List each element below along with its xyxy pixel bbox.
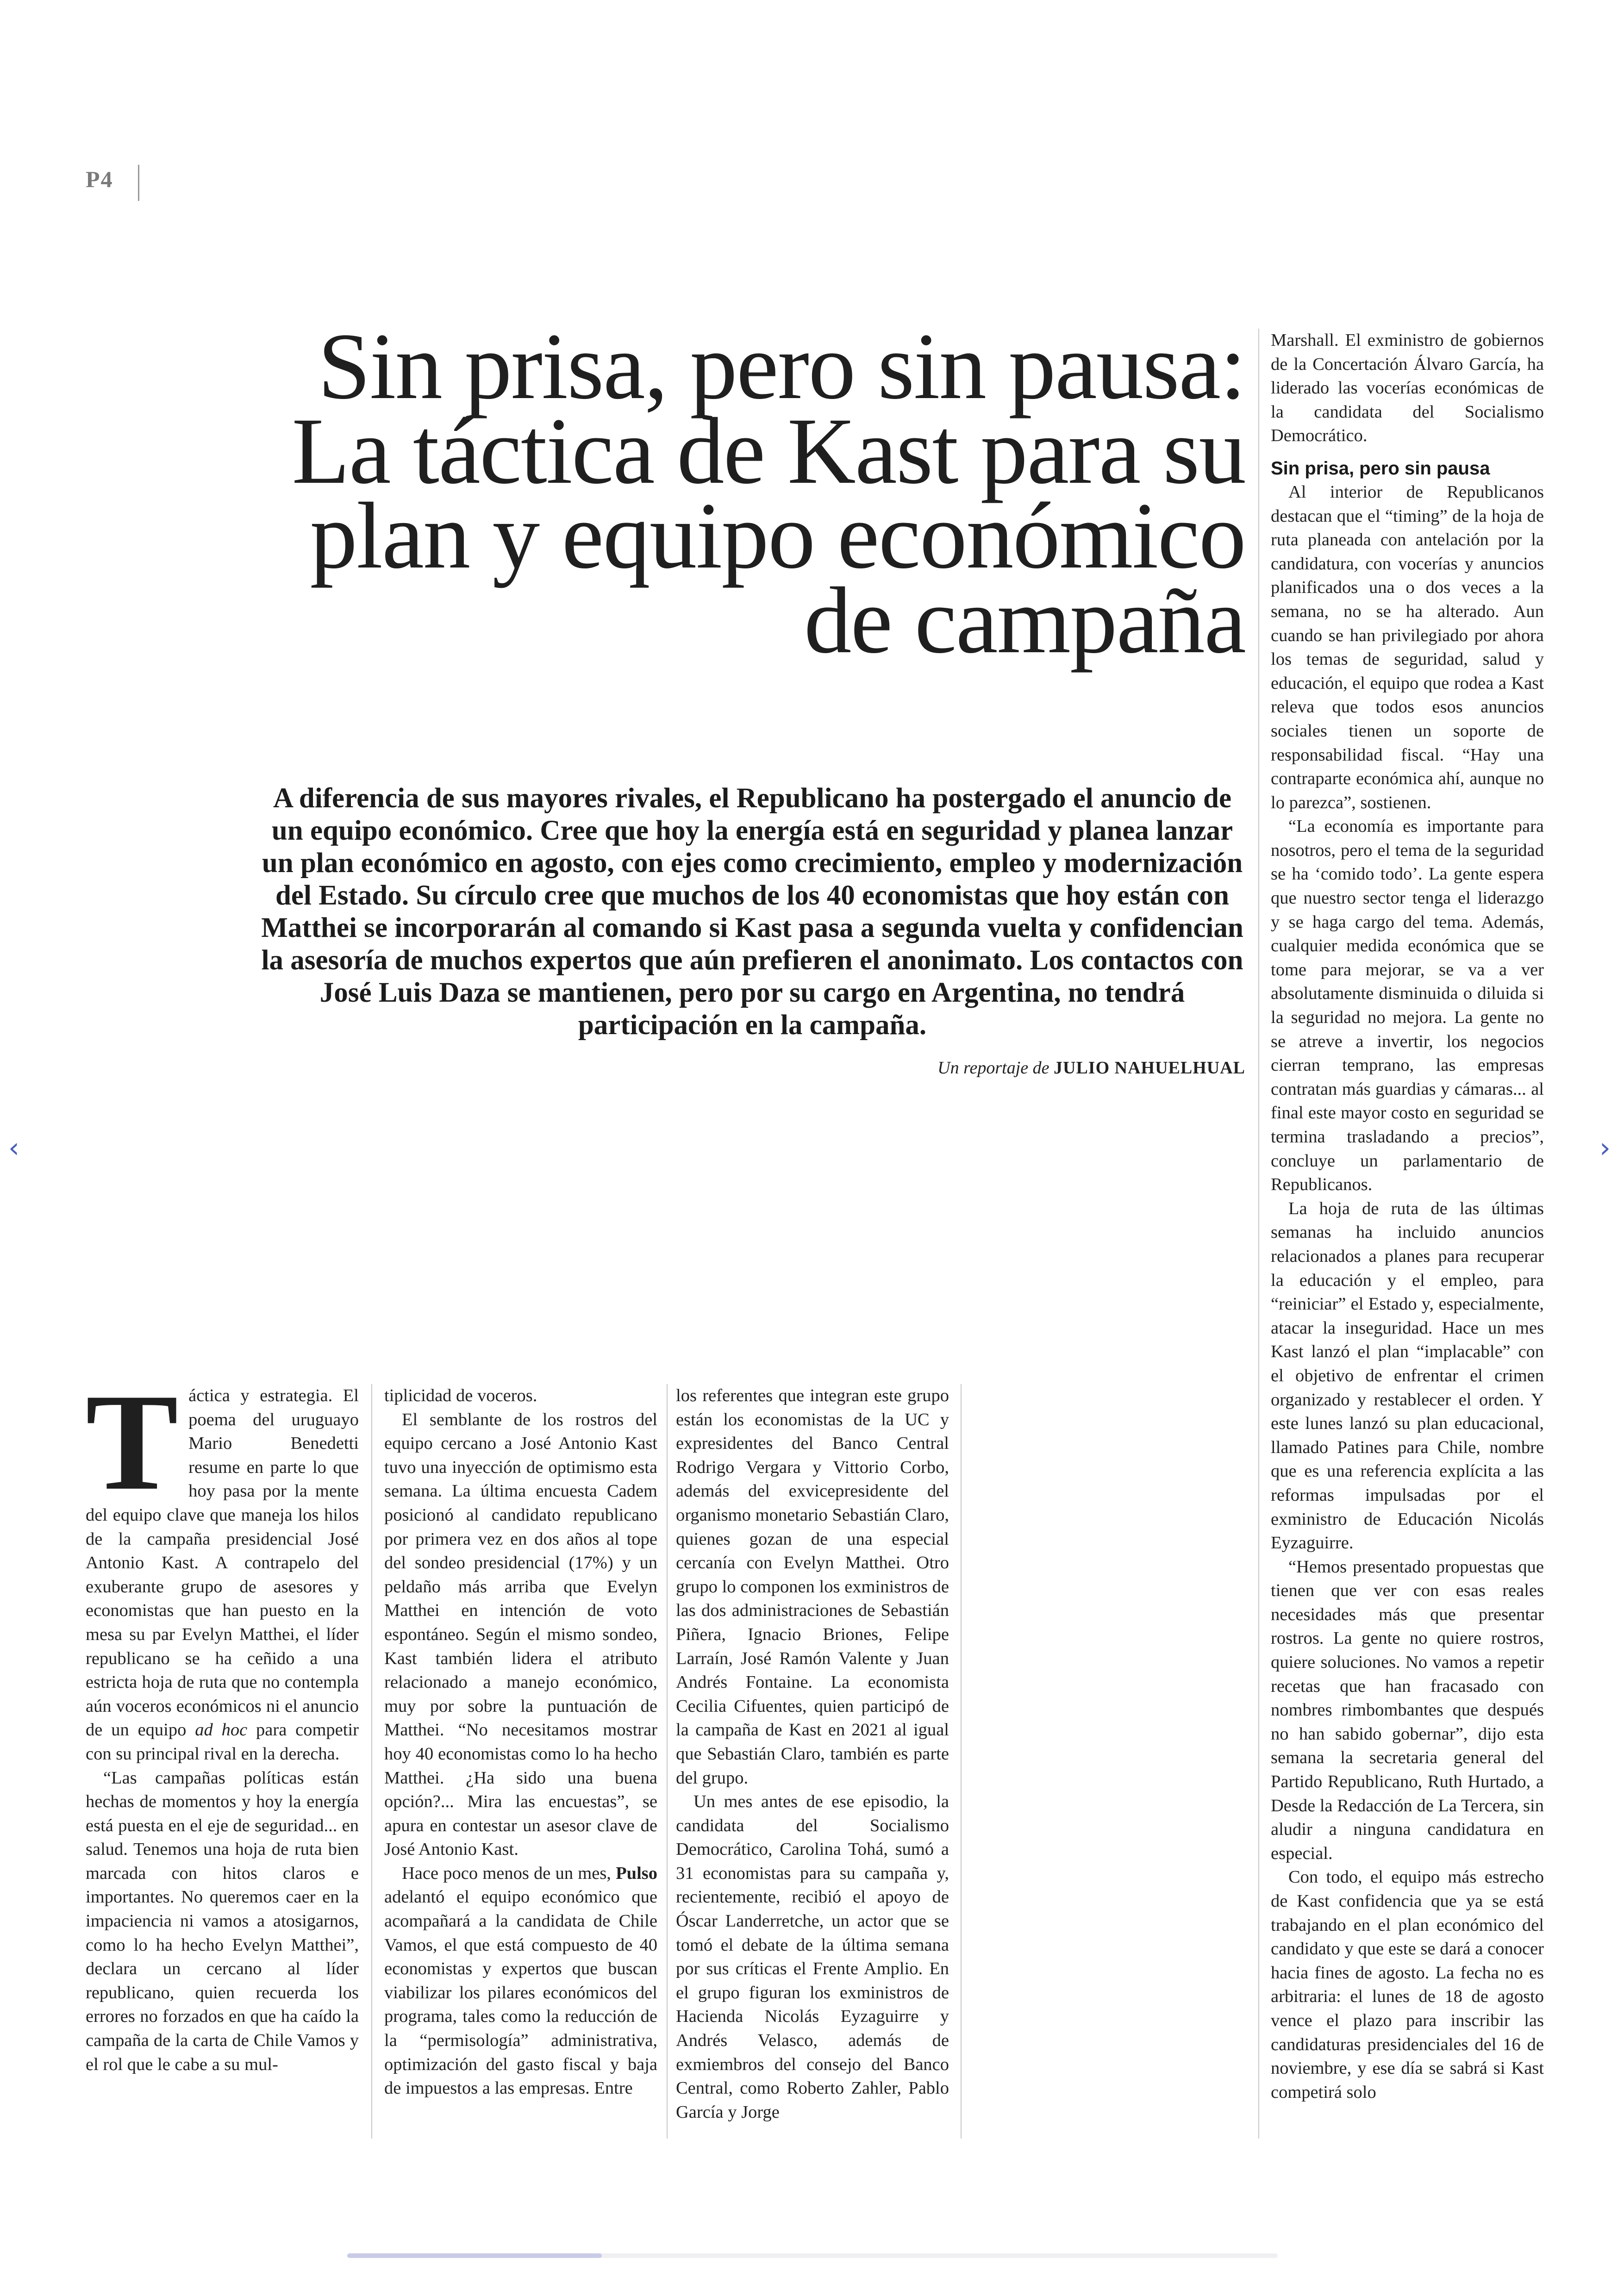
body-text: áctica y estrategia. El poema del uruguayo Mario Benedetti resume en parte lo que hoy pasa por la mente del equipo clave que maneja los hilos de la campaña presidencial José Antonio Kast. A contrapelo del exuberante grupo de asesores y economistas que han puesto en la mesa su par Evelyn Matthei, el líder republicano se ha ceñido a una estricta hoja de ruta que no contempla aún voceros económicos ni el anuncio de un equipo — [86, 1386, 359, 1740]
headline-line: La táctica de Kast para su — [292, 399, 1245, 504]
body-text-italic: ad hoc — [195, 1720, 248, 1740]
column-divider — [1258, 329, 1259, 2139]
headline-line: Sin prisa, pero sin pausa: — [318, 314, 1245, 419]
body-paragraph: los referentes que integran este grupo están los economistas de la UC y expresidentes del Banco Central Rodrigo Vergara y Vittorio Corbo, además del exvicepresidente del organismo monetario Sebastián Claro, quienes gozan de una especial cercanía con Evelyn Matthei. Otro grupo lo componen los exministros de las dos administraciones de Sebastián Piñera, Ignacio Briones, Felipe Larraín, José Ramón Valente y Juan Andrés Fontaine. La economista Cecilia Cifuentes, quien participó de la campaña de Kast en 2021 al igual que Sebastián Claro, también es parte del grupo. — [676, 1386, 949, 1788]
body-paragraph — [384, 1862, 657, 2101]
byline-author: JULIO NAHUELHUAL — [1054, 1058, 1245, 1078]
previous-page-icon[interactable]: ‹ — [8, 1132, 19, 1164]
body-paragraph: Un mes antes de ese episodio, la candidata del Socialismo Democrático, Carolina Tohá, sumó a 31 economistas para su campaña y, recientemente, recibió el apoyo de Óscar Landerretche, un actor que se tomó el debate de la última semana por sus críticas el Frente Amplio. En el grupo figuran los exministros de Hacienda Nicolás Eyzaguirre y Andrés Velasco, además de exmiembros del consejo del Banco Central, como Roberto Zahler, Pablo García y Jorge — [676, 1792, 949, 2122]
dropcap: T — [86, 1365, 179, 1519]
column-divider — [961, 1384, 962, 2139]
lead-paragraph: A diferencia de sus mayores rivales, el Republicano ha postergado el anuncio de un equipo económico. Cree que hoy la energía está en seguridad y planea lanzar un plan económico en agosto, con ejes como crecimiento, empleo y modernización del Estado. Su círculo cree que muchos de los 40 economistas que hoy están con Matthei se incorporarán al comando si Kast pasa a segunda vuelta y confidencian la asesoría de muchos expertos que aún prefieren el anonimato. Los contactos con José Luis Daza se mantienen, pero por su cargo en Argentina, no tendrá participación en la campaña. — [261, 783, 1243, 1041]
headline-line: plan y equipo económico — [310, 483, 1245, 588]
body-paragraph: Con todo, el equipo más estrecho de Kast confidencia que ya se está trabajando en el plan económico del candidato y que este se dará a conocer hacia fines de agosto. La fecha no es arbitraria: el lunes de 18 de agosto vence el plazo para inscribir las candidaturas presidenciales del 16 de noviembre, y ese día se sabrá si Kast competirá solo — [1271, 1867, 1544, 2102]
subheading: Sin prisa, pero sin pausa — [1271, 458, 1490, 479]
body-column-4 — [1271, 329, 1544, 2104]
body-paragraph: “Las campañas políticas están hechas de momentos y hoy la energía está puesta en el eje de seguridad... en salud. Tenemos una hoja de ruta bien marcada con hitos claros e importantes. No queremos caer en la impaciencia ni vamos a atosigarnos, como lo ha hecho Evelyn Matthei”, declara un cercano al líder republicano, quien recuerda los errores no forzados en que ha caído la campaña de la carta de Chile Vamos y el rol que le cabe a su mul- — [86, 1768, 359, 2074]
body-paragraph: La hoja de ruta de las últimas semanas ha incluido anuncios relacionados a planes para recuperar la educación y el empleo, para “reiniciar” el Estado y, especialmente, atacar la inseguridad. Hace un mes Kast lanzó el plan “implacable” con el objetivo de enfrentar el crimen organizado y restablecer el orden. Y este lunes lanzó su plan educacional, llamado Patines para Chile, nombre que es una referencia explícita a las reformas impulsadas por el exministro de Educación Nicolás Eyzaguirre. — [1271, 1198, 1544, 1553]
column-divider — [371, 1384, 372, 2139]
body-paragraph: “Hemos presentado propuestas que tienen que ver con esas reales necesidades más que presentar rostros. La gente no quiere rostros, quiere soluciones. No vamos a repetir recetas que han fracasado con nombres rimbombantes que después no han sabido gobernar”, dijo esta semana la secretaria general del Partido Republicano, Ruth Hurtado, a Desde la Redacción de La Tercera, sin aludir a ninguna candidatura en especial. — [1271, 1557, 1544, 1863]
column-divider — [667, 1384, 668, 2139]
page-scrollbar-thumb[interactable] — [347, 2253, 602, 2258]
body-text: adelantó el equipo económico que acompañará a la candidata de Chile Vamos, el que está compuesto de 40 economistas y expertos que buscan viabilizar los pilares económicos del programa, tales como la reducción de la “permisología” administrativa, optimización del gasto fiscal y baja de impuestos a las empresas. Entre — [384, 1887, 657, 2098]
body-paragraph: Marshall. El exministro de gobiernos de la Concertación Álvaro García, ha liderado las vocerías económicas de la candidata del Socialismo Democrático. — [1271, 331, 1544, 446]
body-column-2 — [384, 1384, 657, 2101]
body-paragraph: El semblante de los rostros del equipo cercano a José Antonio Kast tuvo una inyección de optimismo esta semana. La última encuesta Cadem posicionó al candidato republicano por primera vez en dos años al tope del sondeo presidencial (17%) y un peldaño más arriba que Evelyn Matthei en intención de voto espontáneo. Según el mismo sondeo, Kast también lidera el atributo relacionado a manejo económico, muy por sobre la puntuación de Matthei. “No necesitamos mostrar hoy 40 economistas como lo ha hecho Matthei. ¿Ha sido una buena opción?... Mira las encuestas”, se apura en contestar un asesor clave de José Antonio Kast. — [384, 1409, 657, 1859]
headline — [278, 314, 1245, 673]
body-text: Hace poco menos de un mes, — [402, 1863, 616, 1883]
page-number-divider — [138, 165, 139, 201]
byline — [880, 1058, 1245, 1078]
body-text: para competir con su principal rival en la derecha. — [86, 1720, 359, 1764]
body-paragraph: tiplicidad de voceros. — [384, 1386, 537, 1405]
byline-prefix: Un reportaje de — [937, 1058, 1049, 1078]
page-number: P4 — [86, 166, 113, 192]
next-page-icon[interactable]: › — [1599, 1132, 1611, 1164]
body-paragraph: Al interior de Republicanos destacan que el “timing” de la hoja de ruta planeada con antelación por la candidatura, con vocerías y anuncios planificados una o dos veces a la semana, no se ha alterado. Aun cuando se han privilegiado por ahora los temas de seguridad, salud y educación, el equipo que rodea a Kast releva que todos esos anuncios sociales tienen un soporte de responsabilidad fiscal. “Hay una contraparte económica ahí, aunque no lo parezca”, sostienen. — [1271, 482, 1544, 812]
body-column-1 — [86, 1365, 359, 2077]
body-paragraph: “La economía es importante para nosotros, pero el tema de la seguridad se ha ‘comido todo’. La gente espera que nuestro sector tenga el liderazgo y se haga cargo del tema. Además, cualquier medida económica que se tome para mejorar, se va a ver absolutamente disminuida o diluida si la seguridad no mejora. La gente no se atreve a invertir, los negocios cierran temprano, las empresas contratan más guardias y cámaras... al final este mayor costo en seguridad se termina trasladando a precios”, concluye un parlamentario de Republicanos. — [1271, 817, 1544, 1195]
headline-line: de campaña — [804, 568, 1245, 673]
body-column-3 — [676, 1384, 949, 2124]
publication-name: Pulso — [616, 1863, 657, 1883]
